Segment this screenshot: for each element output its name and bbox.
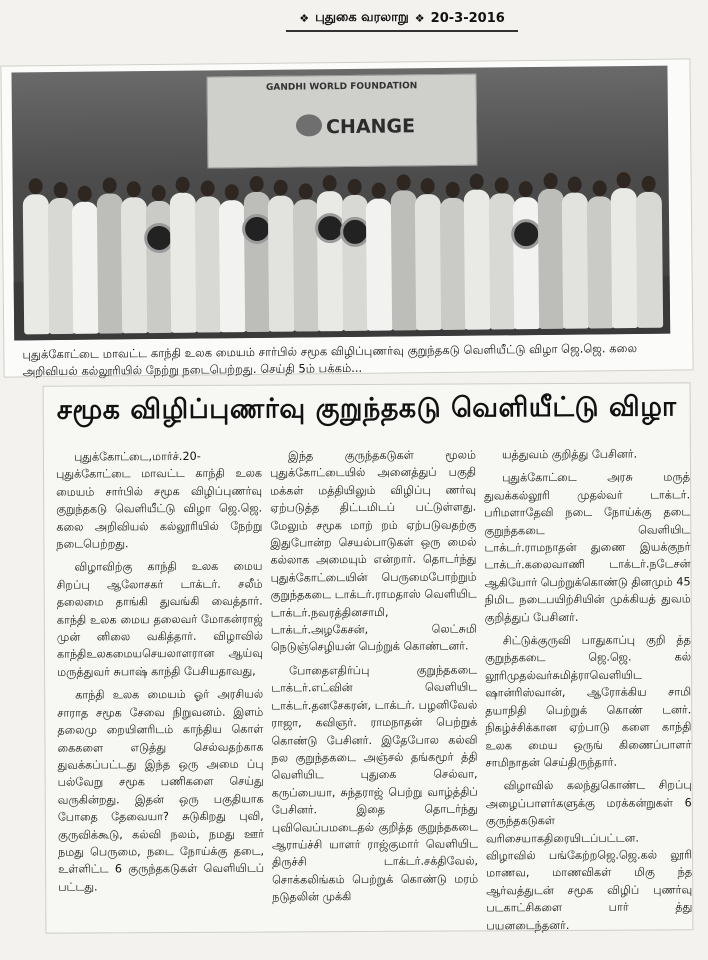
- person-figure: [537, 189, 564, 329]
- paragraph: புதுக்கோட்டை அரசு மருத் துவக்கல்லூரி முதல்வர் டாக்டர். பரிமளாதேவி நடை நோய்க்கு தடை குறுந்தகடை வெளியிட டாக்டர்.ராமநாதன் துணை இயக்குநர் டாக்டர்.கலைவாணி டாக்டர்.நடேசன் ஆகியோர் பெற்றுக்கொண்டு தினமும் 45 நிமிட நடைபயிற்சியின் முக்கியத் துவம் குறித்துப் பேசினர்.: [484, 470, 691, 625]
- person-figure: [415, 194, 442, 330]
- article-column-3: [484, 445, 693, 940]
- paragraph: விழாவில் கலந்துகொண்ட சிறப்பு அழைப்பாளர்களுக்கு மரக்கன்றுகள் 6 குருந்தகடுகள் வரிசையாகதிரையிடப்பட்டன. விழாவில் பங்கேற்றஜெ.ஜெ.கல் லூரி மாணவ, மாணவிகள் மிகு ந்த ஆர்வத்துடன் சமூக விழிப் புணர்வு படகாட்சிகளை பார் த்து பயனடைந்தனர்.: [485, 778, 693, 932]
- paragraph: போதைஎதிர்ப்பு குறுந்தகடை டாக்டர்.எட்வின் வெளியிட டாக்டர்.தனசேகரன், டாக்டர். பழனிவேல் ராஜா, கவிஞர். ராமநாதன் பெற்றுக் கொண்டு பேசினர். இதேபோல கல்வி நல குறுந்தகடை அஞ்சல் தங்கமூர் த்தி வெளியிட புதுகை செல்வா, கருப்பையா, சுந்தராஜ் பெற்று வாழ்த்திப் பேசினர். இதை தொடர்ந்து புவிவெப்பமடைதல் குறித்த குறுந்தகடை ஆராய்ச்சி யாளர் ராஜ்குமார் வெளியிட திருச்சி டாக்டர்.சக்திவேல், சொக்கலிங்கம் பெற்றுக் கொண்டு மரம் நடுதலின் முக்கி: [271, 663, 479, 904]
- person-figure: [317, 191, 344, 331]
- person-figure: [121, 197, 148, 333]
- person-head: [592, 180, 606, 196]
- person-figure: [194, 196, 221, 332]
- paragraph: சிட்டுக்குருவி பாதுகாப்பு குறி த்த குறுந்தகடை ஜெ.ஜெ. கல் லூரிமுதல்வர்சுமித்ராவெளியிட ஷான்ரிஸ்வான், ஆரோக்கிய சாமி தயாநிதி பெற்றுக் கொண் டனர். நிகழ்ச்சிக்கான ஏற்பாடு களை காந்தி உலக மைய ஒருங் கிணைப்பாளர் சாமிநாதன் செய்திருந்தார்.: [484, 633, 692, 770]
- person-figure: [635, 192, 662, 328]
- banner-org: GANDHI WORLD FOUNDATION: [265, 81, 418, 93]
- diamond-icon: ❖: [299, 11, 310, 25]
- person-figure: [23, 194, 50, 334]
- masthead-section: புதுகை வரலாறு: [315, 10, 409, 25]
- masthead: [286, 6, 518, 30]
- article-column-2: [270, 446, 478, 912]
- person-figure: [219, 200, 246, 332]
- person-figure: [390, 190, 417, 330]
- paragraph: காந்தி உலக மையம் ஓர் அரசியல் சாராத சமூக சேவை நிறுவனம். இளம் தலைமு றையினரிடம் காந்திய கொள் கைகளை எடுத்து செல்வதற்காக துவக்கப்பட்டது இந்த ஒரு அமை ப்பு பல்வேறு சமூக பணிகளை செய்து வருகின்றது. இதன் ஒரு பகுதியாக போதை தேவையா? சுடுகிறது புவி, குருவிக்கூடு, கல்வி நலம், நமது ஊர் நமது பெருமை, நடை நோய்க்கு தடை, உள்ளிட்ட 6 குருந்தகடுகள் வெளியிடப் பட்டது.: [57, 687, 265, 894]
- article-column-1: [56, 448, 264, 902]
- person-figure: [170, 193, 197, 333]
- disc-award-icon: [511, 219, 541, 249]
- person-head: [151, 185, 165, 201]
- event-photo: [11, 66, 670, 341]
- person-head: [396, 174, 410, 190]
- person-figure: [488, 193, 515, 329]
- photo-caption: புதுக்கோட்டை மாவட்ட காந்தி உலக மையம் சார்பில் சமூக விழிப்புணர்வு குறுந்தகடு வெளியீட்டு விழா ஜெ.ஜெ. கலை அறிவியல் கல்லூரியில் நேற்று நடைபெற்றது. செய்தி 5ம் பக்கம்...: [22, 340, 638, 379]
- person-head: [568, 177, 582, 193]
- person-figure: [47, 198, 74, 334]
- article-clipping: [43, 382, 694, 933]
- person-head: [102, 177, 116, 193]
- person-figure: [96, 193, 123, 333]
- photo-clipping: [0, 58, 693, 377]
- person-head: [421, 178, 435, 194]
- person-head: [53, 182, 67, 198]
- person-head: [543, 173, 557, 189]
- paragraph: புதுக்கோட்டை,மார்ச்.20- புதுக்கோட்டை மாவட்ட காந்தி உலக மையம் சார்பில் சமூக விழிப்புணர்வு குறுந்தகடு வெளியீட்டு விழா ஜெ.ஜெ. கலை அறிவியல் கல்லூரியில் நேற்று நடைபெற்றது.: [56, 449, 263, 551]
- paragraph: யத்துவம் குறித்து பேசினர்.: [501, 447, 638, 462]
- person-figure: [292, 199, 319, 331]
- person-head: [494, 177, 508, 193]
- person-figure: [145, 201, 172, 333]
- stage-banner: [207, 74, 478, 169]
- person-figure: [513, 197, 540, 329]
- person-head: [225, 184, 239, 200]
- person-figure: [72, 202, 99, 334]
- person-head: [641, 176, 655, 192]
- person-head: [372, 183, 386, 199]
- person-head: [470, 174, 484, 190]
- person-figure: [611, 188, 638, 328]
- person-figure: [341, 195, 368, 331]
- group-of-people: [11, 66, 667, 73]
- person-figure: [562, 192, 589, 328]
- person-head: [127, 181, 141, 197]
- masthead-date: 20-3-2016: [430, 10, 505, 26]
- person-head: [176, 177, 190, 193]
- person-figure: [366, 199, 393, 331]
- person-head: [445, 182, 459, 198]
- person-head: [617, 172, 631, 188]
- person-figure: [268, 196, 295, 332]
- person-head: [347, 179, 361, 195]
- paragraph: விழாவிற்கு காந்தி உலக மைய சிறப்பு ஆலோசகர் டாக்டர். சலீம் தலைமை தாங்கி துவங்கி வைத்தார். காந்தி உலக மைய தலைவர் மோகன்ராஜ் முன் னிலை வகித்தார். விழாவில் காந்திஉலகமையசெயலாளரான ஆய்வு மருத்துவர் சுபாஷ் காந்தி பேசியதாவது,: [56, 559, 264, 679]
- person-head: [249, 176, 263, 192]
- person-figure: [439, 198, 466, 330]
- person-head: [298, 183, 312, 199]
- masthead-rule: [286, 30, 518, 32]
- person-head: [323, 175, 337, 191]
- person-figure: [464, 190, 491, 330]
- paragraph: இந்த குருந்தகடுகள் மூலம் புதுக்கோட்டையில் அனைத்துப் பகுதி மக்கள் மத்தியிலும் விழிப்பு ணர்வு ஏற்படுத்த திட்டமிடப் பட்டுள்ளது. மேலும் சமூக மாற் றம் ஏற்படுவதற்கு இதுபோன்ற செயல்பாடுகள் ஒரு மைல் கல்லாக அமையும் என்றார். தொடர்ந்து புதுக்கோட்டையின் பெருமைபோற்றும் குறுந்தகடை டாக்டர்.ராமதாஸ் வெளியிட டாக்டர்.நவரத்தினசாமி, டாக்டர்.அழகேசன், லெட்சுமி நெடுஞ்செழியன் பெற்றுக் கொண்டனர்.: [269, 448, 477, 654]
- person-figure: [586, 196, 613, 328]
- person-head: [519, 181, 533, 197]
- banner-word: CHANGE: [325, 115, 416, 139]
- person-head: [274, 180, 288, 196]
- person-head: [29, 178, 43, 194]
- person-figure: [243, 192, 270, 332]
- gandhi-emblem-icon: [296, 114, 322, 136]
- diamond-icon: ❖: [414, 11, 425, 25]
- person-head: [78, 186, 92, 202]
- person-head: [200, 180, 214, 196]
- article-headline: சமூக விழிப்புணர்வு குறுந்தகடு வெளியீட்டு விழா: [56, 391, 677, 426]
